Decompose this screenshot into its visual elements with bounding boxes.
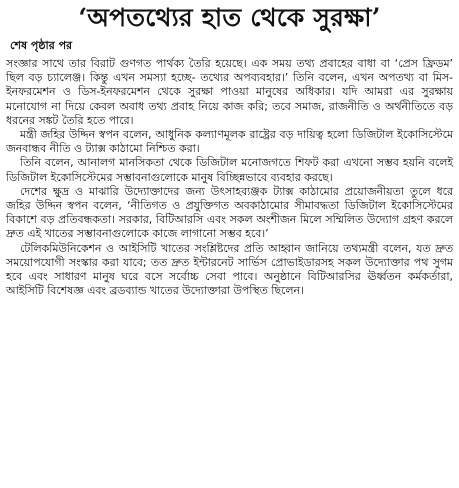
continued-from-label: শেষ পৃষ্ঠার পর <box>10 39 73 52</box>
article-paragraph: টেলিকমিউনিকেশন ও আইসিটি খাতের সংশ্লিষ্টদের প্রতি আহ্বান জানিয়ে তথ্যমন্ত্রী বলেন, যত দ্রুত সময়োপযোগী সংস্কার করা যাবে; তত দ্রুত ইন্টারনেট সার্ভিস প্রোভাইডারসহ সকল উদ্যোক্তার পথ সুগম হবে এবং সাধারণ মানুষ ঘরে বসে সর্বোচ্চ সেবা পাবে। অনুষ্ঠানে বিটিআরসির ঊর্ধ্বতন কর্মকর্তারা, আইসিটি বিশেষজ্ঞ এবং ব্রডব্যান্ড খাতের উদ্যোক্তারা উপস্থিত ছিলেন। <box>6 241 453 298</box>
article-paragraph: মন্ত্রী জহির উদ্দিন স্বপন বলেন, আধুনিক কল্যাণমূলক রাষ্ট্রের বড় দায়িত্ব হলো ডিজিটাল ইকোসিস্টেমে জনবান্ধব নীতি ও ট্যাক্স কাঠামো নিশ্চিত করা। <box>6 128 453 156</box>
news-article <box>0 2 459 488</box>
article-paragraph: সংজ্ঞার সাথে তার বিরাট গুণগত পার্থক্য তৈরি হয়েছে। এক সময় তথ্য প্রবাহের বাধা বা ‘প্রেস ফ্রিডম’ ছিল বড় চ্যালেঞ্জ। কিন্তু এখন সমস্যা হচ্ছে- তথ্যের অপব্যবহার।’ তিনি বলেন, এখন অপতথ্য বা মিস-ইনফরমেশন ও ডিস-ইনফরমেশন থেকে সুরক্ষা পাওয়া মানুষের অধিকার। যদি আমরা এর সুরক্ষায় মনোযোগ না দিয়ে কেবল অবাধ তথ্য প্রবাহ নিয়ে কাজ করি; তবে সমাজ, রাজনীতি ও অর্থনীতিতে বড় ধরনের সঙ্কট তৈরি হতে পারে। <box>6 57 453 127</box>
article-paragraph: দেশের ক্ষুদ্র ও মাঝারি উদ্যোক্তাদের জন্য উৎসাহব্যঞ্জক ট্যাক্স কাঠামোর প্রয়োজনীয়তা তুলে ধরে জহির উদ্দিন স্বপন বলেন, ‘নীতিগত ও প্রযুক্তিগত অবকাঠামোর সীমাবদ্ধতা ডিজিটাল ইকোসিস্টেমের বিকাশে বড় প্রতিবন্ধকতা। সরকার, বিটিআরসি এবং সকল অংশীজন মিলে সম্মিলিত উদ্যোগ গ্রহণ করলে দ্রুত এই খাতের সম্ভাবনাগুলোকে কাজে লাগানো সম্ভব হবে।’ <box>6 184 453 241</box>
article-paragraph: তিনি বলেন, আনালগ মানসিকতা থেকে ডিজিটাল মনোজগতে শিফট করা এখনো সম্ভব হয়নি বলেই ডিজিটাল ইকোসিস্টেমের সম্ভাবনাগুলোকে মানুষ বিচ্ছিন্নভাবে ব্যবহার করছে। <box>6 156 453 184</box>
article-headline: ‘অপতথ্যের হাত থেকে সুরক্ষা’ <box>78 3 381 32</box>
